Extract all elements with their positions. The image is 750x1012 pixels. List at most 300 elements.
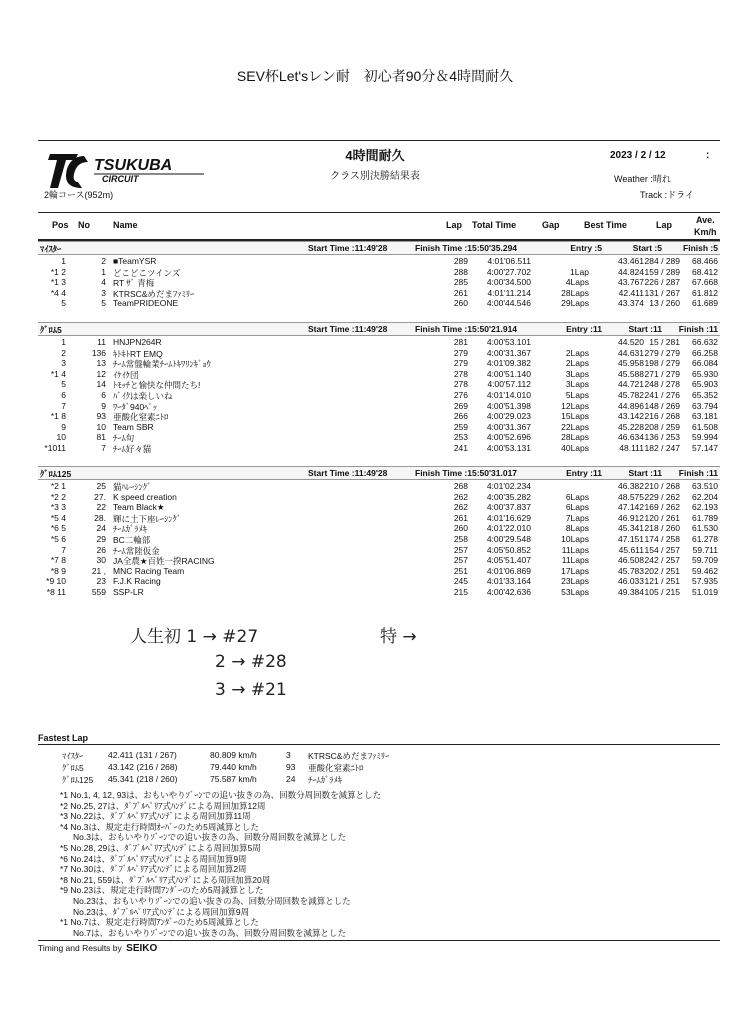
cell-ave-speed: 65.903 [692,379,718,390]
track-condition: Track :ドライ [640,190,694,200]
cell-total-time: 4:00'29.548 [486,534,531,544]
col-best-lap: Lap [656,220,673,230]
cell-lap: 262 [453,491,468,502]
class-finished: Finish :11 [678,324,718,334]
cell-gap: 3Laps [565,379,589,390]
cell-pos: *3 3 [50,502,66,513]
cell-no: 2 [101,256,106,266]
class-started: Start :5 [632,243,662,253]
cell-best-lap: 169 / 262 [644,502,680,513]
fastest-time: 45.341 (218 / 260) [108,774,178,784]
cell-no: 21 , [91,565,106,576]
cell-no: 81 [96,432,106,443]
cell-pos: 3 [61,358,66,369]
cell-lap: 257 [453,544,468,555]
fastest-lap-title: Fastest Lap [38,733,89,743]
note-line: *2 No.25, 27は、ﾀﾞﾌﾞﾙﾍﾟﾘｱ式ﾊﾝﾃﾞによる周回加算12周 [60,800,266,811]
cell-gap: 2Laps [565,347,589,358]
cell-name: KTRSC&めだまﾌｧﾐﾘｰ [113,288,195,299]
cell-pos: *6 5 [50,523,66,534]
cell-best-lap: 210 / 268 [644,481,680,491]
cell-lap: 288 [453,266,468,277]
col-no: No [78,220,90,230]
note-line: No.23は、ﾀﾞﾌﾞﾙﾍﾟﾘｱ式ﾊﾝﾃﾞによる周回加算9周 [73,906,250,917]
cell-best-lap: 159 / 289 [644,266,680,277]
class-finished: Finish :5 [683,243,718,253]
cell-ave-speed: 61.689 [692,298,718,309]
cell-name: TeamPRIDEONE [113,298,179,309]
cell-ave-speed: 61.278 [692,534,718,544]
cell-lap: 276 [453,390,468,400]
class-finished: Finish :11 [678,468,718,478]
cell-gap: 28Laps [561,432,589,443]
cell-name: ｷﾄｷﾄRT EMQ [113,348,163,359]
table-row [38,502,720,512]
race-subtitle: クラス別決勝結果表 [330,171,420,182]
cell-best-lap: 226 / 287 [644,277,680,288]
cell-lap: 241 [453,443,468,453]
cell-best-time: 45.783 [618,565,644,576]
cell-best-time: 47.151 [618,534,644,544]
table-row [38,256,720,266]
cell-total-time: 4:00'31.367 [486,347,531,358]
cell-pos: *4 4 [50,287,66,298]
seiko-logo: SEIKO [126,943,158,954]
note-line: *9 No.23は、規定走行時間ｱﾝﾀﾞｰのため5周減算とした [60,885,264,896]
cell-no: 11 [97,337,106,347]
class-name: ｸﾞﾛﾑ125 [40,469,72,479]
cell-lap: 279 [453,347,468,358]
class-header [38,241,720,255]
table-row [38,576,720,586]
cell-ave-speed: 68.466 [692,256,718,266]
cell-no: 1 [101,266,106,277]
cell-gap: 2Laps [565,358,589,369]
cell-ave-speed: 57.147 [692,443,718,453]
cell-lap: 266 [453,411,468,422]
cell-no: 28. [94,512,106,523]
col-name: Name [113,220,138,230]
table-row [38,401,720,411]
cell-pos: *8 9 [50,565,66,576]
divider [38,140,720,141]
cell-best-time: 46.382 [618,481,644,491]
cell-best-time: 48.111 [619,443,644,453]
fastest-lap-row [62,750,462,761]
cell-best-lap: 241 / 276 [644,390,680,400]
cell-ave-speed: 61.789 [692,512,718,523]
cell-best-time: 44.721 [618,379,644,390]
cell-best-time: 45.341 [618,523,644,534]
cell-gap: 5Laps [565,390,589,400]
handwritten-note: 特 → [380,627,417,647]
cell-best-lap: 121 / 251 [644,576,680,587]
cell-total-time: 4:00'29.023 [486,411,531,422]
cell-ave-speed: 63.181 [692,411,718,422]
cell-pos: *1 8 [50,411,66,422]
table-row [38,432,720,442]
col-best-time: Best Time [584,220,627,230]
cell-best-time: 45.588 [618,368,644,379]
cell-gap: 12Laps [561,400,589,411]
cell-pos: *1 3 [50,277,66,288]
cell-total-time: 4:01'11.214 [487,287,531,298]
cell-best-time: 45.782 [618,390,644,400]
cell-best-time: 44.824 [618,266,644,277]
cell-pos: *5 6 [50,534,66,544]
cell-lap: 268 [453,481,468,491]
cell-name: BC二輪部 [113,535,151,545]
table-row [38,379,720,389]
table-row [38,369,720,379]
cell-best-time: 46.033 [618,576,644,587]
logo-main-text: TSUKUBA [94,157,173,174]
cell-pos: *5 4 [50,512,66,523]
cell-best-lap: 182 / 247 [644,443,680,453]
cell-name: JA全農★百姓一揆RACING [113,556,215,567]
cell-best-lap: 148 / 269 [644,400,680,411]
cell-no: 30 [96,555,106,566]
cell-gap: 10Laps [561,534,589,544]
cell-no: 5 [101,298,106,309]
cell-best-time: 49.384 [618,587,644,597]
cell-total-time: 4:00'31.367 [486,421,531,432]
cell-pos: 7 [61,544,66,555]
note-line: *4 No.3は、規定走行時間ｵｰﾊﾞｰのため5周減算とした [60,821,259,832]
cell-best-lap: 242 / 257 [644,555,680,566]
cell-ave-speed: 51.019 [692,587,718,597]
cell-gap: 23Laps [561,576,589,587]
table-row [38,422,720,432]
cell-name: どこどこツインズ [113,267,181,278]
table-row [38,523,720,533]
cell-total-time: 4:00'37.837 [486,502,531,513]
cell-gap: 22Laps [561,421,589,432]
table-row [38,390,720,400]
cell-best-time: 45.611 [618,544,644,555]
class-start-time: Start Time :11:49'28 [308,243,388,253]
cell-total-time: 4:01'02.234 [486,481,531,491]
note-line: No.7は、おもいやりｿﾞｰﾝでの追い抜きの為、回数分周回数を減算とした [73,927,346,938]
cell-total-time: 4:00'51.398 [486,400,531,411]
col-ave: Ave. [696,215,715,225]
class-name: ﾏｲｽﾀｰ [40,244,62,254]
cell-no: 6 [101,390,106,400]
cell-ave-speed: 63.510 [692,481,718,491]
cell-lap: 261 [453,287,468,298]
cell-best-lap: 208 / 259 [644,421,680,432]
cell-best-time: 44.631 [618,347,644,358]
cell-best-lap: 131 / 267 [644,287,680,298]
cell-total-time: 4:00'51.140 [486,368,531,379]
table-row [38,337,720,347]
cell-lap: 269 [453,400,468,411]
fastest-time: 43.142 (216 / 268) [108,762,178,772]
cell-lap: 261 [453,512,468,523]
table-row [38,545,720,555]
cell-pos: *7 8 [50,555,66,566]
cell-ave-speed: 61.812 [692,287,718,298]
cell-gap: 8Laps [565,523,589,534]
note-line: No.3は、おもいやりｿﾞｰﾝでの追い抜きの為、回数分周回数を減算とした [73,832,346,843]
cell-best-time: 44.520 [618,337,644,347]
cell-total-time: 4:00'27.702 [486,266,531,277]
handwritten-note: 2 → #28 [215,652,287,672]
document-title: SEV杯Let'sレン耐 初心者90分＆4時間耐久 [236,68,514,84]
cell-best-lap: 248 / 278 [644,379,680,390]
table-row [38,267,720,277]
class-entry: Entry :11 [566,468,602,478]
cell-ave-speed: 62.204 [692,491,718,502]
cell-ave-speed: 59.994 [692,432,718,443]
cell-ave-speed: 68.412 [692,266,718,277]
logo-sub-text: CIRCUIT [102,174,139,184]
cell-name: ■TeamYSR [113,256,157,266]
cell-best-lap: 218 / 260 [644,523,680,534]
cell-best-time: 46.634 [618,432,644,443]
cell-name: ﾁｰﾑ好々猫 [113,444,152,454]
cell-best-time: 45.958 [618,358,644,369]
cell-pos: 5 [61,298,66,309]
cell-no: 4 [101,277,106,288]
cell-ave-speed: 63.794 [692,400,718,411]
cell-pos: 9 [61,421,66,432]
cell-no: 22 [96,502,106,513]
cell-ave-speed: 66.258 [692,347,718,358]
cell-best-time: 43.461 [618,256,644,266]
cell-gap: 6Laps [565,502,589,513]
note-line: *6 No.24は、ﾀﾞﾌﾞﾙﾍﾟﾘｱ式ﾊﾝﾃﾞによる周回加算9周 [60,853,247,864]
note-line: *5 No.28, 29は、ﾀﾞﾌﾞﾙﾍﾟﾘｱ式ﾊﾝﾃﾞによる周回加算5周 [60,843,261,853]
cell-lap: 251 [453,565,468,576]
fastest-no: 24 [286,774,296,784]
cell-name: HNJPN264R [113,337,162,347]
cell-no: 7 [101,443,106,453]
cell-lap: 278 [453,368,468,379]
class-name: ｸﾞﾛﾑ5 [40,325,62,335]
class-header [38,322,720,336]
cell-total-time: 4:00'44.546 [486,298,531,309]
cell-name: ﾁｰﾑ常盤輪業ﾁｰﾑﾄｷﾜﾘﾝｷﾞｮｳ [113,359,211,370]
fastest-class: ﾏｲｽﾀｰ [62,751,84,761]
cell-no: 14 [96,379,106,390]
col-lap: Lap [446,220,463,230]
cell-best-time: 43.767 [618,277,644,288]
class-start-time: Start Time :11:49'28 [308,468,388,478]
cell-lap: 257 [453,555,468,566]
cell-name: Team SBR [113,421,154,432]
cell-total-time: 4:01'06.511 [487,256,531,266]
table-row [38,481,720,491]
cell-ave-speed: 61.508 [692,421,718,432]
class-entry: Entry :11 [566,324,602,334]
cell-ave-speed: 62.193 [692,502,718,513]
cell-name: 猫ﾊﾚｰｼﾝｸﾞ [113,482,152,492]
class-header [38,466,720,480]
cell-best-lap: 198 / 279 [644,358,680,369]
footer-text: Timing and Results by [38,943,122,953]
handwritten-note: 3 → #21 [215,680,287,700]
cell-best-time: 47.142 [618,502,644,513]
cell-gap: 1Lap [570,266,589,277]
cell-gap: 40Laps [561,443,589,453]
handwritten-note: 人生初 1 → #27 [130,627,259,647]
cell-total-time: 4:01'22.010 [486,523,531,534]
table-row [38,348,720,358]
cell-total-time: 4:00'53.101 [486,337,531,347]
class-entry: Entry :5 [570,243,602,253]
cell-ave-speed: 66.632 [692,337,718,347]
cell-lap: 259 [453,421,468,432]
divider [38,212,720,213]
race-date: 2023 / 2 / 12 [610,150,666,161]
cell-ave-speed: 61.530 [692,523,718,534]
fastest-team: KTRSC&めだまﾌｧﾐﾘｰ [308,751,390,761]
cell-gap: 3Laps [565,368,589,379]
cell-best-time: 48.575 [618,491,644,502]
cell-no: 559 [91,587,106,597]
cell-best-time: 46.912 [618,512,644,523]
cell-lap: 253 [453,432,468,443]
table-row [38,358,720,368]
class-started: Start :11 [628,324,662,334]
cell-lap: 289 [453,256,468,266]
logo-c-mark [66,156,88,188]
cell-ave-speed: 65.352 [692,390,718,400]
fastest-speed: 79.440 km/h [210,762,257,772]
cell-best-time: 44.896 [618,400,644,411]
cell-pos: *2 1 [50,481,66,491]
race-title: 4時間耐久 [345,148,405,163]
weather: Weather :晴れ [614,174,671,184]
cell-total-time: 4:00'52.696 [486,432,531,443]
fastest-no: 93 [286,762,296,772]
col-total-time: Total Time [472,220,517,230]
cell-name: ﾁｰﾑ旬 [113,433,135,444]
class-started: Start :11 [628,468,662,478]
cell-pos: *1011 [44,443,66,453]
cell-best-lap: 202 / 251 [644,565,680,576]
cell-gap: 11Laps [561,555,589,566]
cell-gap: 28Laps [561,287,589,298]
cell-ave-speed: 57.935 [692,576,718,587]
cell-gap: 15Laps [561,411,589,422]
cell-best-time: 43.142 [618,411,644,422]
cell-lap: 281 [453,337,468,347]
cell-best-time: 42.411 [618,287,644,298]
cell-total-time: 4:00'53.131 [486,443,531,453]
fastest-class: ｸﾞﾛﾑ125 [62,775,94,785]
fastest-lap-row [62,762,462,773]
cell-name: K speed creation [113,491,177,502]
cell-best-lap: 15 / 281 [649,337,680,347]
class-finish-time: Finish Time :15:50'35.294 [415,243,518,253]
divider [38,744,720,745]
cell-gap: 17Laps [561,565,589,576]
col-pos: Pos [52,220,69,230]
fastest-no: 3 [286,750,291,760]
cell-name: Team Black★ [113,502,165,513]
cell-pos: 2 [61,347,66,358]
cell-name: ｲｹｲｹ団 [113,369,139,380]
cell-total-time: 4:00'57.112 [487,379,531,390]
cell-best-lap: 105 / 215 [644,587,680,597]
cell-best-lap: 136 / 253 [644,432,680,443]
cell-ave-speed: 59.462 [692,565,718,576]
cell-total-time: 4:01'33.164 [486,576,531,587]
table-row [38,277,720,287]
cell-gap: 6Laps [565,491,589,502]
fastest-class: ｸﾞﾛﾑ5 [62,763,84,773]
cell-total-time: 4:05'51.407 [486,555,531,566]
cell-gap: 29Laps [561,298,589,309]
cell-lap: 279 [453,358,468,369]
cell-name: MNC Racing Team [113,565,185,576]
cell-ave-speed: 59.711 [692,544,718,555]
cell-best-time: 46.508 [618,555,644,566]
col-kmh: Km/h [694,227,717,237]
cell-no: 13 [96,358,106,369]
cell-best-lap: 13 / 260 [649,298,680,309]
divider [38,940,720,941]
cell-best-lap: 229 / 262 [644,491,680,502]
footer [38,943,157,954]
cell-ave-speed: 66.084 [692,358,718,369]
note-line: *3 No.22は、ﾀﾞﾌﾞﾙﾍﾟﾘｱ式ﾊﾝﾃﾞによる周回加算11周 [60,811,251,822]
class-finish-time: Finish Time :15:50'21.914 [415,324,518,334]
cell-total-time: 4:01'06.869 [486,565,531,576]
cell-no: 3 [101,287,106,298]
cell-pos: *1 4 [50,368,66,379]
cell-name: RT ｻﾞ 青梅 [113,278,155,289]
cell-best-lap: 120 / 261 [644,512,680,523]
note-line: *1 No.7は、規定走行時間ｱﾝﾀﾞｰのため5周減算とした [60,917,259,928]
cell-name: ﾁｰﾑｶﾞﾗﾒｷ [113,524,148,535]
table-row [38,587,720,597]
cell-best-lap: 174 / 258 [644,534,680,544]
cell-lap: 215 [453,587,468,597]
table-row [38,298,720,308]
cell-total-time: 4:00'34.500 [486,277,531,288]
cell-name: 亜酸化窒素ﾆﾄﾛ [113,412,169,423]
cell-gap: 11Laps [561,544,589,555]
cell-no: 9 [101,400,106,411]
fastest-lap-row [62,774,462,785]
cell-no: 12 [96,368,106,379]
cell-lap: 285 [453,277,468,288]
cell-no: 10 [96,421,106,432]
cell-no: 23 [96,576,106,587]
cell-ave-speed: 67.668 [692,277,718,288]
col-gap: Gap [542,220,560,230]
note-line: *8 No.21, 559は、ﾀﾞﾌﾞﾙﾍﾟﾘｱ式ﾊﾝﾃﾞによる周回加算20周 [60,874,271,885]
cell-lap: 262 [453,502,468,513]
cell-pos: 6 [61,390,66,400]
cell-pos: *1 2 [50,266,66,277]
cell-no: 136 [91,347,106,358]
note-line: No.23は、おもいやりｿﾞｰﾝでの追い抜きの為、回数分周回数を減算とした [73,896,351,906]
fastest-team: ﾁｰﾑｶﾞﾗﾒｷ [308,775,343,785]
table-row [38,288,720,298]
class-finish-time: Finish Time :15:50'31.017 [415,468,518,478]
cell-pos: 10 [56,432,66,443]
cell-gap: 7Laps [565,512,589,523]
cell-name: ﾊﾞｲｸは楽しいね [113,391,173,401]
cell-no: 93 [96,411,106,422]
cell-name: ﾜｰﾀﾞ940ﾍﾟｯ [113,401,157,412]
date-colon: : [706,150,710,161]
cell-total-time: 4:00'42.636 [486,587,531,597]
